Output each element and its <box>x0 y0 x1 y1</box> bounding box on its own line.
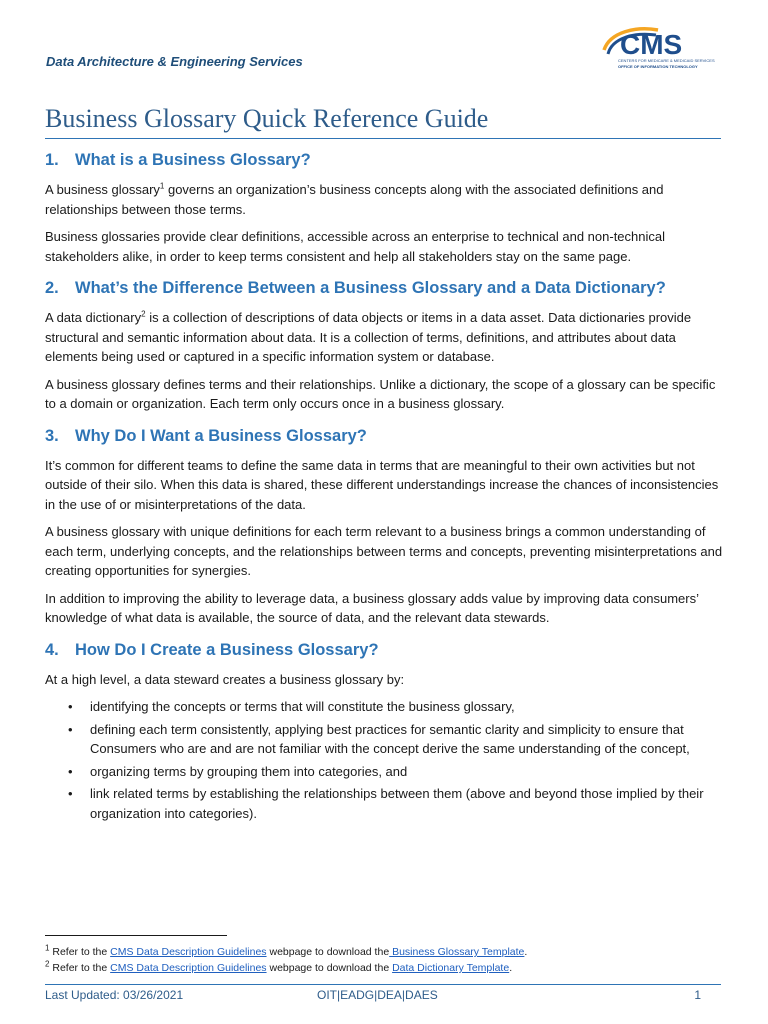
page-number: 1 <box>694 988 701 1002</box>
section-1-paragraph-2: Business glossaries provide clear definitions, accessible across an enterprise to technical and non-technical stakeholders alike, in order to keep terms consistent and help all stakeholders stay on the same page. <box>45 229 666 264</box>
list-item <box>45 720 725 759</box>
list-item-text: organizing terms by grouping them into categories, and <box>90 763 408 779</box>
section-number: 3. <box>45 426 59 445</box>
section-3-paragraph-2: A business glossary with unique definitions for each term relevant to a business brings a common understanding of each term, underlying concepts, and the relationships between terms and concepts, preventing misinterpretations and creating opportunities for synergies. <box>45 524 723 578</box>
footnotes <box>45 944 527 976</box>
text-run: governs an organization’s business concepts along with the associated definitions and relationships between those terms. <box>45 182 664 217</box>
bullet-icon: • <box>68 763 73 779</box>
list-item-text: identifying the concepts or terms that will constitute the business glossary, <box>90 699 515 714</box>
cms-guidelines-link[interactable]: CMS Data Description Guidelines <box>110 962 267 974</box>
footer-separator <box>45 984 721 985</box>
footnote-separator <box>45 935 227 936</box>
section-3-heading <box>45 424 725 448</box>
section-3-paragraph-3: In addition to improving the ability to leverage data, a business glossary adds value by improving data consumers’ knowledge of what data is available, the source of data, and the relevant data stewards. <box>45 590 699 625</box>
bullet-icon: • <box>68 699 73 714</box>
page-title: Business Glossary Quick Reference Guide <box>45 104 721 139</box>
text-run: webpage to download the <box>266 962 393 974</box>
text-run: A business glossary <box>45 182 160 197</box>
footnote-mark: 1 <box>45 943 50 953</box>
section-2-heading <box>45 276 725 300</box>
section-title: What is a Business Glossary? <box>75 151 311 169</box>
logo-wordmark: CMS <box>620 29 683 60</box>
section-4-paragraph-1: At a high level, a data steward creates a business glossary by: <box>45 671 405 687</box>
page-footer <box>45 988 721 1006</box>
business-glossary-template-link[interactable]: Business Glossary Template <box>389 946 525 958</box>
section-title: What’s the Difference Between a Business Glossary and a Data Dictionary? <box>75 279 666 297</box>
list-item <box>45 697 725 717</box>
section-number: 4. <box>45 640 59 659</box>
bullet-icon: • <box>68 786 73 801</box>
cms-guidelines-link[interactable]: CMS Data Description Guidelines <box>110 946 267 958</box>
text-run: . <box>509 962 513 974</box>
section-4-heading <box>45 638 725 662</box>
cms-logo <box>596 24 722 74</box>
footnote-ref-1[interactable]: 1 <box>159 181 165 191</box>
bullet-list <box>45 697 725 823</box>
section-title: Why Do I Want a Business Glossary? <box>75 426 367 445</box>
section-number: 2. <box>45 279 59 297</box>
section-3-paragraph-1: It’s common for different teams to define the same data in terms that are meaningful to their own activities but not outside of their silo. When this data is shared, these different understandings increase the chances of inconsistencies in the use of or misinterpretations of the data. <box>45 457 719 512</box>
section-2-paragraph-2: A business glossary defines terms and their relationships. Unlike a dictionary, the scope of a glossary can be specific to a domain or organization. Each term only occurs once in a business glossary. <box>45 376 716 411</box>
text-run: is a collection of descriptions of data objects or items in a data asset. Data dictionaries provide structural and semantic information about data. It is a collection of terms, definitions, and attributes about data elements being used or captured in a specific information system or database. <box>45 310 692 364</box>
list-item-text: link related terms by establishing the relationships between them (above and beyond those implied by their organization into categories). <box>90 786 704 821</box>
document-body <box>45 148 725 826</box>
section-number: 1. <box>45 151 59 169</box>
list-item <box>45 784 725 823</box>
text-run: webpage to download the <box>266 946 390 958</box>
footnote-mark: 2 <box>45 959 50 969</box>
logo-subtitle-1: CENTERS FOR MEDICARE & MEDICAID SERVICES <box>618 58 715 63</box>
footnote-1 <box>45 944 527 960</box>
text-run: . <box>524 946 528 958</box>
last-updated: Last Updated: 03/26/2021 <box>45 988 184 1002</box>
section-title: How Do I Create a Business Glossary? <box>75 640 379 659</box>
section-1-paragraph-1 <box>45 180 725 219</box>
section-2-paragraph-1 <box>45 308 725 367</box>
section-1-heading <box>45 148 725 172</box>
org-path: OIT|EADG|DEA|DAES <box>317 988 438 1002</box>
list-item-text: defining each term consistently, applying best practices for semantic clarity and simplicity to ensure that Consumers who are and are not familiar with the concept derive the same understanding of the concept, <box>90 721 690 756</box>
data-dictionary-template-link[interactable]: Data Dictionary Template <box>392 962 510 974</box>
bullet-icon: • <box>68 721 73 737</box>
text-run: Refer to the <box>49 946 111 958</box>
logo-subtitle-2: OFFICE OF INFORMATION TECHNOLOGY <box>618 64 698 69</box>
text-run: A data dictionary <box>45 310 142 325</box>
text-run: Refer to the <box>49 962 111 974</box>
header-department: Data Architecture & Engineering Services <box>46 54 303 69</box>
footnote-2 <box>45 960 527 976</box>
footnote-ref-2[interactable]: 2 <box>141 309 146 319</box>
list-item <box>45 762 725 782</box>
